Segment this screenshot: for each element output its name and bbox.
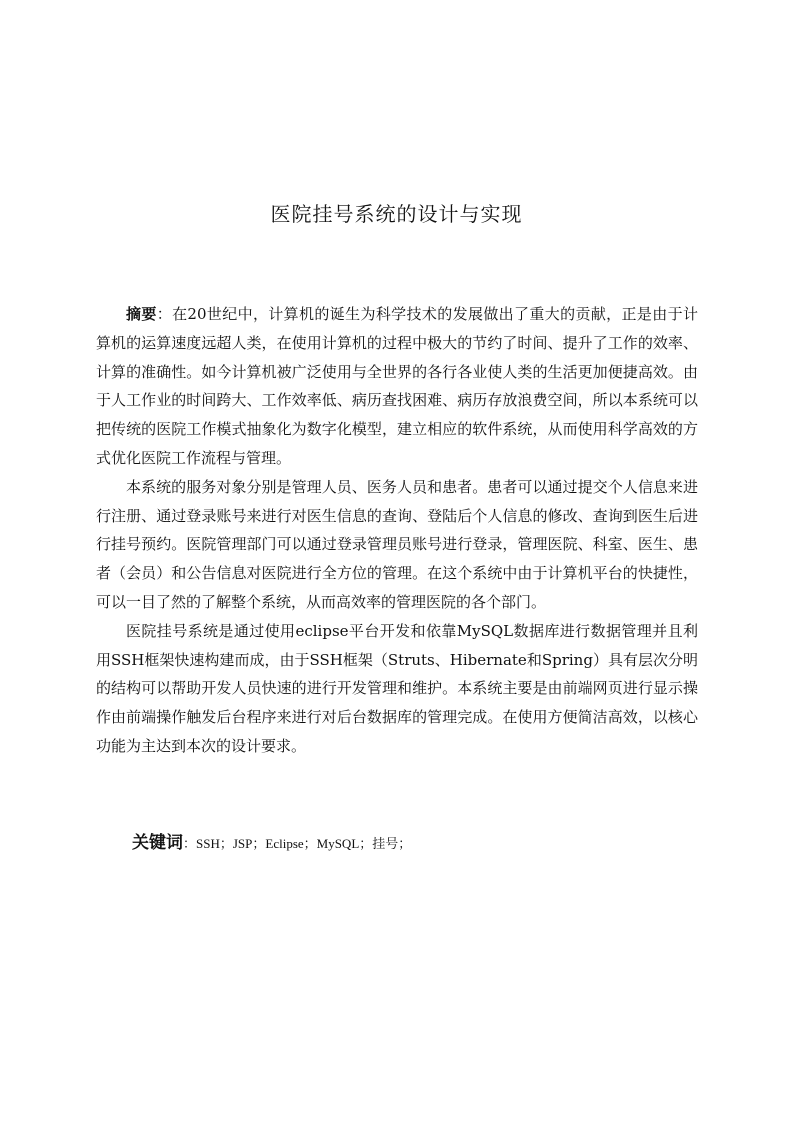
keywords-line (132, 828, 692, 853)
abstract-paragraph-2: 本系统的服务对象分别是管理人员、医务人员和患者。患者可以通过提交个人信息来进行注册、通过登录账号来进行对医生信息的查询、登陆后个人信息的修改、查询到医生后进行挂号预约。医院管理部门可以通过登录管理员账号进行登录，管理医院、科室、医生、患者（会员）和公告信息对医院进行全方位的管理。在这个系统中由于计算机平台的快捷性，可以一目了然的了解整个系统，从而高效率的管理医院的各个部门。 (96, 477, 698, 611)
abstract-section (96, 300, 698, 761)
abstract-paragraph-3: 医院挂号系统是通过使用eclipse平台开发和依靠MySQL数据库进行数据管理并且利用SSH框架快速构建而成，由于SSH框架（Struts、Hibernate和Spring）具有层次分明的结构可以帮助开发人员快速的进行开发管理和维护。本系统主要是由前端网页进行显示操作由前端操作触发后台程序来进行对后台数据库的管理完成。在使用方便简洁高效，以核心功能为主达到本次的设计要求。 (96, 621, 698, 755)
abstract-paragraph-1 (96, 300, 698, 473)
abstract-label: 摘要 (126, 305, 157, 323)
keywords-value: SSH；JSP；Eclipse；MySQL；挂号； (196, 836, 412, 851)
page-title: 医院挂号系统的设计与实现 (270, 202, 523, 226)
keywords-label: 关键词 (132, 833, 183, 853)
abstract-paragraph-1-text: 在20世纪中，计算机的诞生为科学技术的发展做出了重大的贡献，正是由于计算机的运算速度远超人类，在使用计算机的过程中极大的节约了时间、提升了工作的效率、计算的准确性。如今计算机被广泛使用与全世界的各行各业使人类的生活更加便捷高效。由于人工作业的时间跨大、工作效率低、病历查找困难、病历存放浪费空间，所以本系统可以把传统的医院工作模式抽象化为数字化模型，建立相应的软件系统，从而使用科学高效的方式优化医院工作流程与管理。 (96, 305, 698, 467)
abstract-separator: ： (156, 305, 173, 323)
keywords-separator: ： (183, 836, 197, 851)
